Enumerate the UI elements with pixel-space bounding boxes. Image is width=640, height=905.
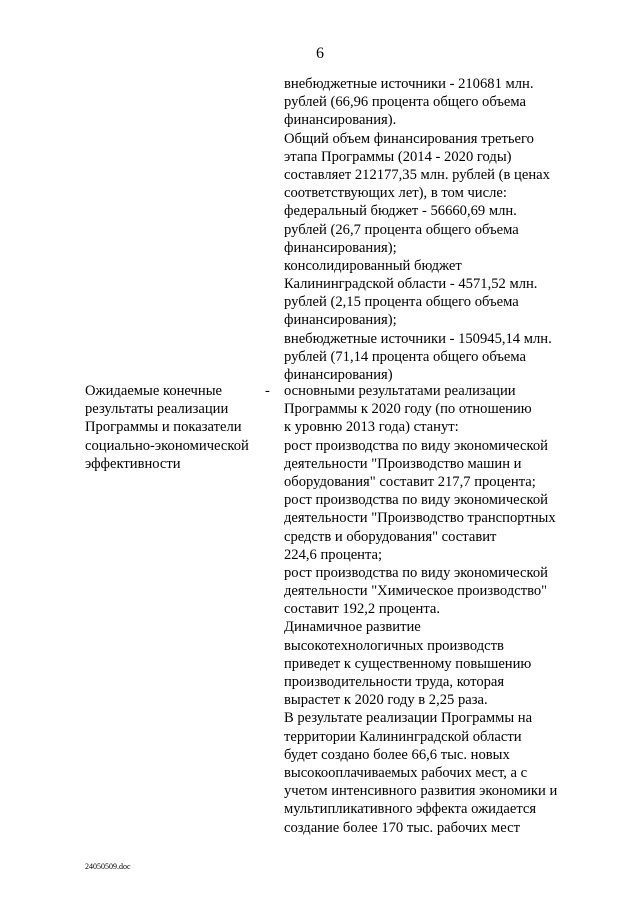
text-line: средств и оборудования" составит <box>284 528 497 545</box>
text-line: Калининградской области - 4571,52 млн. <box>284 276 538 293</box>
text-line: рублей (71,14 процента общего объема <box>284 348 527 365</box>
text-line: деятельности "Химическое производство" <box>284 583 548 600</box>
text-line: федеральный бюджет - 56660,69 млн. <box>284 203 517 220</box>
text-line: будет создано более 66,6 тыс. новых <box>284 746 510 763</box>
results-section-label <box>85 382 265 473</box>
results-section-content <box>284 382 584 837</box>
page-number: 6 <box>316 45 324 62</box>
text-line: рост производства по виду экономической <box>284 437 548 454</box>
row-separator-dash: - <box>265 383 270 399</box>
label-line: социально-экономической <box>85 437 249 454</box>
text-line: деятельности "Производство машин и <box>284 455 522 472</box>
label-line: Программы и показатели <box>85 419 242 436</box>
text-line: высокооплачиваемых рабочих мест, а с <box>284 764 528 781</box>
text-line: Общий объем финансирования третьего <box>284 130 534 147</box>
text-line: мультипликативного эффекта ожидается <box>284 801 537 818</box>
label-line: Ожидаемые конечные <box>85 383 222 399</box>
label-line: результаты реализации <box>85 401 229 418</box>
text-line: В результате реализации Программы на <box>284 710 533 727</box>
text-line: вырастет к 2020 году в 2,25 раза. <box>284 692 488 709</box>
text-line: рублей (66,96 процента общего объема <box>284 94 527 111</box>
text-line: территории Калининградской области <box>284 728 522 745</box>
text-line: рублей (26,7 процента общего объема <box>284 221 519 238</box>
text-line: учетом интенсивного развития экономики и <box>284 783 558 800</box>
text-line: финансирования) <box>284 367 393 383</box>
text-line: высокотехнологичных производств <box>284 637 504 654</box>
text-line: основными результатами реализации <box>284 383 516 399</box>
text-line: рублей (2,15 процента общего объема <box>284 294 519 311</box>
funding-continued-text <box>284 75 584 384</box>
text-line: финансирования); <box>284 312 397 329</box>
text-line: Динамичное развитие <box>284 619 421 636</box>
footer-filename: 24050509.doc <box>85 862 131 871</box>
label-line: эффективности <box>85 455 181 472</box>
text-line: деятельности "Производство транспортных <box>284 510 556 527</box>
text-line: соответствующих лет), в том числе: <box>284 185 507 202</box>
text-line: к уровню 2013 года) станут: <box>284 419 459 436</box>
text-line: 224,6 процента; <box>284 546 383 563</box>
text-line: создание более 170 тыс. рабочих мест <box>284 819 520 836</box>
text-line: приведет к существенному повышению <box>284 655 532 672</box>
text-line: внебюджетные источники - 210681 млн. <box>284 76 534 92</box>
text-line: внебюджетные источники - 150945,14 млн. <box>284 330 552 347</box>
text-line: составит 192,2 процента. <box>284 601 441 618</box>
text-line: финансирования); <box>284 239 397 256</box>
text-line: Программы к 2020 году (по отношению <box>284 401 532 418</box>
text-line: производительности труда, которая <box>284 674 505 690</box>
text-line: рост производства по виду экономической <box>284 564 548 581</box>
text-line: оборудования" составит 217,7 процента; <box>284 473 536 490</box>
text-line: консолидированный бюджет <box>284 257 462 274</box>
text-line: финансирования). <box>284 112 397 129</box>
text-line: составляет 212177,35 млн. рублей (в ценах <box>284 166 550 183</box>
text-line: рост производства по виду экономической <box>284 492 548 509</box>
text-line: этапа Программы (2014 - 2020 годы) <box>284 148 512 165</box>
